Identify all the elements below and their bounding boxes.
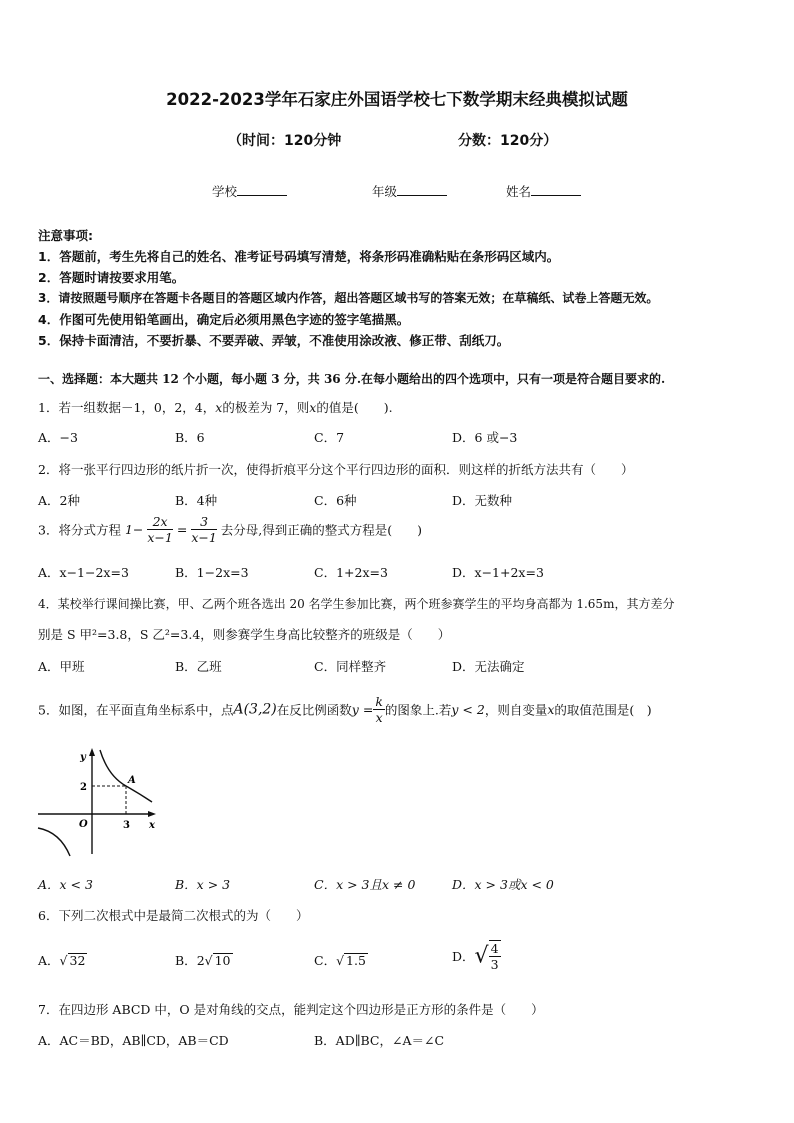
q5-option-c[interactable]: C．x > 3且x ≠ 0 [314, 877, 416, 892]
hyperbola-branch-2 [38, 828, 70, 856]
grade-label: 年级 [372, 184, 398, 199]
q3-frac1-den: x−1 [147, 530, 173, 545]
q6-option-letter: A． [38, 953, 60, 968]
q2-option-d[interactable]: D．无数种 [452, 493, 513, 508]
hyperbola-branch-1 [100, 750, 152, 802]
notice-item: 5．保持卡面清洁，不要折暴、不要弄破、弄皱，不准使用涂改液、修正带、刮纸刀。 [38, 333, 510, 348]
q3-lhs: 1− [124, 522, 144, 537]
name-field [506, 182, 581, 200]
q3-option-a[interactable]: A．x−1−2x=3 [38, 565, 129, 580]
q3-text: 去分母,得到正确的整式方程是( ) [220, 522, 423, 538]
q5-cond: y < 2 [451, 702, 485, 717]
q6-radicand: 10 [214, 953, 231, 968]
q7-option-a[interactable]: A．AC＝BD，AB∥CD，AB＝CD [38, 1033, 229, 1048]
question-2-stem: 2．将一张平行四边形的纸片折一次，使得折痕平分这个平行四边形的面积．则这样的折纸方法共有（ ） [38, 462, 634, 477]
section-heading: 一、选择题：本大题共 12 个小题，每小题 3 分，共 36 分.在每小题给出的四个选项中，只有一项是符合题目要求的. [38, 372, 666, 386]
q4-option-b[interactable]: B．乙班 [175, 659, 222, 674]
q5-frac-den: x [375, 710, 383, 725]
q3-option-d[interactable]: D．x−1+2x=3 [452, 565, 544, 580]
exam-score: 分数：120分） [458, 133, 558, 149]
q5-text: ，则自变量 [484, 702, 548, 718]
question-6-stem: 6．下列二次根式中是最简二次根式的为（ ） [38, 908, 309, 923]
q4-option-a[interactable]: A．甲班 [38, 659, 85, 674]
q5-graph [36, 746, 160, 860]
q3-frac2-den: x−1 [191, 530, 217, 545]
q3-option-b[interactable]: B．1−2x=3 [175, 565, 249, 580]
q6-radicand: 32 [69, 953, 86, 968]
q5-point: A(3,2) [233, 701, 277, 718]
q7-option-b[interactable]: B．AD∥BC，∠A＝∠C [314, 1033, 445, 1048]
q5-option-b[interactable]: B．x > 3 [175, 877, 231, 892]
q3-eq: = [176, 522, 188, 537]
grade-field [372, 182, 447, 200]
notice-item: 4．作图可先使用铅笔画出，确定后必须用黑色字迹的签字笔描黑。 [38, 312, 410, 327]
school-blank [237, 183, 287, 196]
notice-item: 1．答题前，考生先将自己的姓名、准考证号码填写清楚，将条形码准确粘贴在条形码区域内。 [38, 249, 560, 264]
q4-option-d[interactable]: D．无法确定 [452, 659, 525, 674]
name-label: 姓名 [506, 184, 532, 199]
q2-option-a[interactable]: A．2种 [38, 493, 80, 508]
q6-option-a[interactable] [38, 951, 87, 969]
q1-text: ). [383, 400, 393, 415]
q2-option-b[interactable]: B．4种 [175, 493, 218, 508]
sqrt-sign-icon: √ [336, 953, 345, 968]
y-axis-arrow [89, 748, 95, 756]
notice-heading: 注意事项: [38, 228, 93, 243]
q6-radicand: 1.5 [346, 953, 366, 968]
q5-frac-num: k [375, 694, 383, 709]
graph-tick-y: 2 [80, 782, 87, 793]
q1-option-a[interactable]: A．−3 [38, 430, 78, 445]
q6-d-fraction [489, 940, 501, 972]
exam-time: （时间：120分钟 [228, 133, 342, 149]
notice-item: 3．请按照题号顺序在答题卡各题目的答题区域内作答，超出答题区域书写的答案无效；在草稿纸、试卷上答题无效。 [38, 291, 659, 305]
q1-var: x [215, 400, 223, 415]
school-label: 学校 [212, 184, 238, 199]
question-5-stem [38, 694, 652, 725]
q3-fraction-2 [191, 514, 216, 545]
name-blank [531, 183, 581, 196]
q1-option-b[interactable]: B．6 [175, 430, 205, 445]
sqrt-sign-icon: √ [474, 943, 489, 969]
q5-text: 的图象上.若 [384, 702, 452, 718]
q6-option-letter: C． [314, 953, 337, 968]
q6-option-b[interactable] [175, 951, 233, 969]
q5-option-d[interactable]: D．x > 3或x < 0 [452, 877, 554, 892]
school-field [212, 182, 287, 200]
q6-option-c[interactable] [314, 951, 368, 969]
question-3-stem [38, 514, 422, 545]
q6-option-letter: B． [175, 953, 197, 968]
graph-x-label: x [149, 820, 155, 831]
q3-text: 3．将分式方程 [38, 522, 121, 538]
q3-option-c[interactable]: C．1+2x=3 [314, 565, 388, 580]
grade-blank [397, 183, 447, 196]
q4-option-c[interactable]: C．同样整齐 [314, 659, 387, 674]
q5-text: 在反比例函数 [276, 702, 352, 718]
q1-text: 1．若一组数据－1，0，2，4， [38, 400, 216, 415]
q1-option-c[interactable]: C．7 [314, 430, 345, 445]
q3-fraction-1 [147, 514, 172, 545]
q6-option-letter: D． [452, 949, 475, 964]
graph-y-label: y [80, 752, 86, 763]
q5-option-a[interactable]: A．x < 3 [38, 877, 93, 892]
q2-option-c[interactable]: C．6种 [314, 493, 357, 508]
graph-point-label: A [128, 775, 136, 786]
graph-origin-label: O [79, 819, 88, 830]
question-4-line-1: 4．某校举行课间操比赛，甲、乙两个班各选出 20 名学生参加比赛，两个班参赛学生的平均身高都为 1.65m，其方差分 [38, 597, 675, 611]
q1-option-d[interactable]: D．6 或−3 [452, 430, 518, 445]
q3-frac1-num: 2x [147, 514, 172, 530]
notice-item: 2．答题时请按要求用笔。 [38, 270, 185, 285]
q1-text: 的值是( [316, 400, 359, 415]
q5-yeq: y = [351, 702, 374, 717]
graph-tick-x: 3 [123, 820, 130, 831]
q5-text: 的取值范围是( ) [554, 702, 652, 718]
q6-option-d[interactable] [452, 940, 501, 972]
q1-text: 的极差为 7，则 [222, 400, 310, 415]
q5-text: 5．如图，在平面直角坐标系中，点 [38, 702, 234, 718]
q5-var: x [547, 702, 555, 717]
question-7-stem: 7．在四边形 ABCD 中，O 是对角线的交点，能判定这个四边形是正方形的条件是（ ） [38, 1002, 544, 1017]
x-axis-arrow [148, 811, 156, 817]
q6-coef: 2 [196, 953, 205, 968]
question-4-line-2: 别是 S 甲²=3.8，S 乙²=3.4，则参赛学生身高比较整齐的班级是（ ） [38, 627, 451, 642]
q1-var: x [309, 400, 317, 415]
q6-d-den: 3 [490, 957, 499, 972]
q5-fraction [373, 694, 385, 725]
question-1-stem [38, 398, 393, 416]
sqrt-sign-icon: √ [59, 953, 68, 968]
q3-frac2-num: 3 [191, 514, 216, 530]
exam-title: 2022-2023学年石家庄外国语学校七下数学期末经典模拟试题 [166, 90, 628, 109]
q6-d-num: 4 [490, 941, 499, 956]
sqrt-sign-icon: √ [204, 953, 213, 968]
